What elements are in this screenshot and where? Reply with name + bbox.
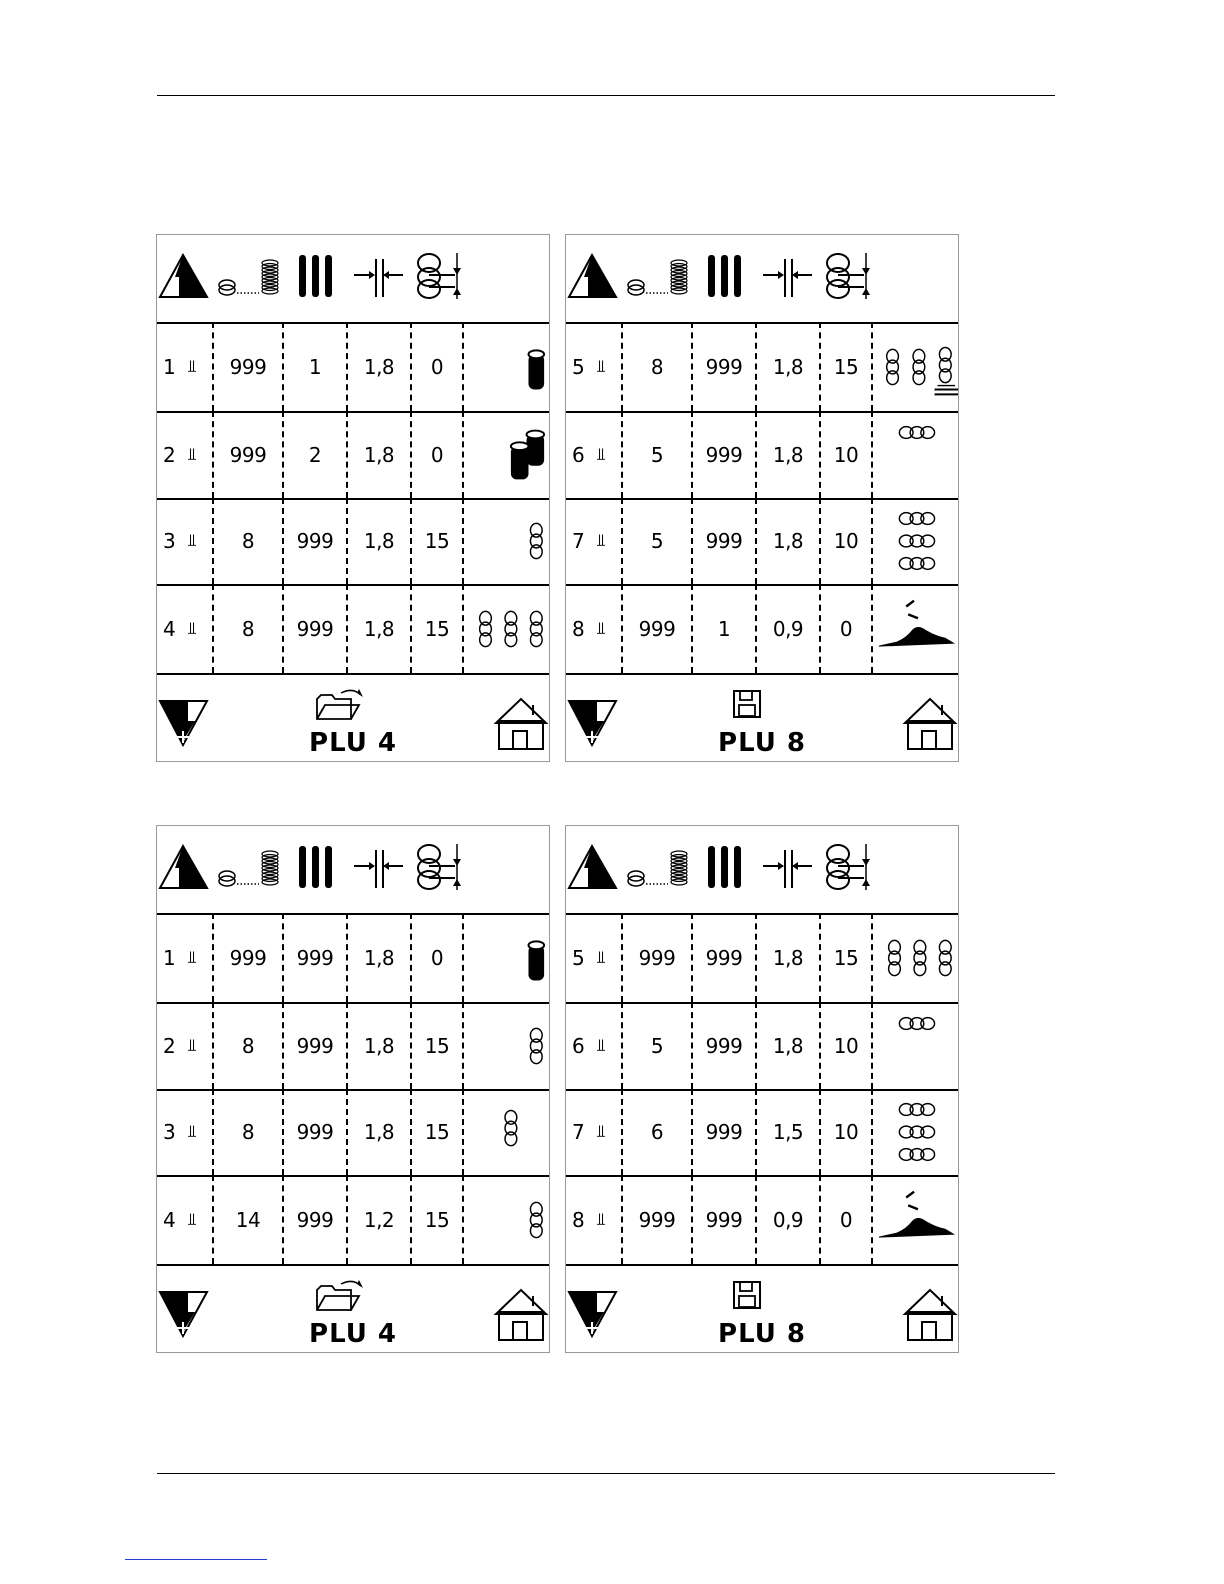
row-index-cell[interactable] <box>566 913 621 1002</box>
value-d-cell[interactable]: 0 <box>410 913 462 1002</box>
value-b-cell[interactable]: 2 <box>282 411 346 498</box>
type-icon-cell[interactable] <box>462 913 549 1002</box>
value-a-cell[interactable]: 5 <box>621 1002 691 1089</box>
loose-pile-icon <box>873 586 958 672</box>
type-icon-cell[interactable] <box>462 498 549 584</box>
plu-label: PLU 4 <box>309 1319 397 1349</box>
folder-icon[interactable] <box>311 1276 367 1314</box>
table-row[interactable] <box>157 411 549 500</box>
table-row[interactable] <box>566 584 958 675</box>
row-index: 1 <box>163 354 176 379</box>
coin-rows-3-icon <box>873 498 958 584</box>
type-icon-cell[interactable] <box>462 322 549 411</box>
table-row[interactable] <box>157 322 549 413</box>
value-d-cell[interactable]: 10 <box>819 411 871 498</box>
value-d-cell[interactable]: 15 <box>410 584 462 673</box>
type-icon-cell[interactable] <box>871 498 958 584</box>
row-anchor-icon: ⫫ <box>187 444 197 465</box>
value-c-cell[interactable]: 1,8 <box>755 498 819 584</box>
type-icon-cell[interactable] <box>871 1175 958 1264</box>
row-index: 5 <box>572 354 585 379</box>
value-a-cell[interactable]: 999 <box>212 411 282 498</box>
row-index-cell[interactable] <box>157 411 212 498</box>
row-index-cell[interactable] <box>566 1002 621 1089</box>
value-d-cell[interactable]: 15 <box>819 913 871 1002</box>
type-icon-cell[interactable] <box>871 1089 958 1175</box>
value-a-cell[interactable]: 8 <box>212 498 282 584</box>
row-anchor-icon: ⫫ <box>187 1209 197 1230</box>
value-b-cell[interactable]: 999 <box>282 1089 346 1175</box>
plu-panel <box>156 234 550 762</box>
row-index-cell[interactable] <box>157 1175 212 1264</box>
row-index-cell[interactable] <box>157 1089 212 1175</box>
home-icon[interactable] <box>491 693 551 753</box>
value-a-cell[interactable]: 999 <box>212 913 282 1002</box>
row-index: 8 <box>572 616 585 641</box>
value-c-cell[interactable]: 1,8 <box>346 584 410 673</box>
coin-stack-3-icon <box>464 1003 549 1089</box>
value-c-cell[interactable]: 0,9 <box>755 1175 819 1264</box>
row-index: 2 <box>163 442 176 467</box>
home-icon[interactable] <box>900 693 960 753</box>
row-index-cell[interactable] <box>157 584 212 673</box>
type-icon-cell[interactable] <box>462 1175 549 1264</box>
value-c-cell[interactable]: 1,8 <box>755 1002 819 1089</box>
value-d-cell[interactable]: 0 <box>410 322 462 411</box>
value-a-cell[interactable]: 8 <box>212 1089 282 1175</box>
value-a-cell[interactable]: 999 <box>621 913 691 1002</box>
row-anchor-icon: ⫫ <box>596 356 606 377</box>
value-a-cell[interactable]: 8 <box>621 322 691 411</box>
value-b-cell[interactable]: 999 <box>691 411 755 498</box>
coin-stacks-tray-icon <box>873 324 958 410</box>
value-a-cell[interactable]: 6 <box>621 1089 691 1175</box>
row-index: 5 <box>572 945 585 970</box>
value-d-cell[interactable]: 10 <box>819 1089 871 1175</box>
value-a-cell[interactable]: 5 <box>621 411 691 498</box>
table-row[interactable] <box>566 1089 958 1177</box>
row-anchor-icon: ⫫ <box>187 531 197 551</box>
value-b-cell[interactable]: 999 <box>282 498 346 584</box>
table-row[interactable] <box>566 913 958 1004</box>
footer-rule <box>157 1473 1055 1474</box>
single-roll-icon <box>464 915 549 1001</box>
coin-row-icon <box>873 412 958 498</box>
value-d-cell[interactable]: 0 <box>819 584 871 673</box>
coin-stacks-3x3-icon <box>873 915 958 1001</box>
value-b-cell[interactable]: 999 <box>282 1002 346 1089</box>
row-anchor-icon: ⫫ <box>187 618 197 639</box>
type-icon-cell[interactable] <box>871 322 958 411</box>
row-index: 2 <box>163 1033 176 1058</box>
panel-footer <box>157 1264 549 1352</box>
row-index-cell[interactable] <box>157 322 212 411</box>
table-row[interactable] <box>157 913 549 1004</box>
table-row[interactable] <box>157 498 549 586</box>
row-index: 3 <box>163 529 176 553</box>
value-c-cell[interactable]: 1,5 <box>755 1089 819 1175</box>
value-b-cell[interactable]: 999 <box>282 1175 346 1264</box>
table-row[interactable] <box>566 498 958 586</box>
coin-stack-3-left-icon <box>464 1089 549 1175</box>
table-row[interactable] <box>566 411 958 500</box>
value-b-cell[interactable]: 1 <box>282 322 346 411</box>
coin-rows-3-icon <box>873 1089 958 1175</box>
header-rule <box>157 95 1055 96</box>
table-row[interactable] <box>157 1002 549 1091</box>
row-index-cell[interactable] <box>566 411 621 498</box>
row-index: 6 <box>572 442 585 467</box>
value-a-cell[interactable]: 8 <box>212 584 282 673</box>
table-row[interactable] <box>157 1089 549 1177</box>
value-d-cell[interactable]: 10 <box>819 1002 871 1089</box>
table-row[interactable] <box>157 1175 549 1266</box>
value-d-cell[interactable]: 15 <box>410 1002 462 1089</box>
type-icon-cell[interactable] <box>462 1002 549 1089</box>
table-row[interactable] <box>566 1002 958 1091</box>
value-b-cell[interactable]: 999 <box>282 584 346 673</box>
row-index-cell[interactable] <box>566 584 621 673</box>
value-b-cell[interactable]: 999 <box>691 1089 755 1175</box>
folder-icon[interactable] <box>311 685 367 723</box>
value-b-cell[interactable]: 999 <box>691 1175 755 1264</box>
footnote-rule <box>125 1559 267 1560</box>
row-index: 7 <box>572 529 585 553</box>
row-anchor-icon: ⫫ <box>596 947 606 968</box>
value-d-cell[interactable]: 0 <box>410 411 462 498</box>
type-icon-cell[interactable] <box>871 913 958 1002</box>
value-d-cell[interactable]: 15 <box>410 498 462 584</box>
panel-header <box>566 826 958 915</box>
value-a-cell[interactable]: 8 <box>212 1002 282 1089</box>
row-index-cell[interactable] <box>566 1175 621 1264</box>
plu-panel <box>565 234 959 762</box>
value-c-cell[interactable]: 1,8 <box>755 322 819 411</box>
row-anchor-icon: ⫫ <box>596 444 606 465</box>
row-index-cell[interactable] <box>157 913 212 1002</box>
row-index-cell[interactable] <box>566 1089 621 1175</box>
row-anchor-icon: ⫫ <box>596 1035 606 1056</box>
value-c-cell[interactable]: 1,8 <box>755 913 819 1002</box>
row-index-cell[interactable] <box>566 498 621 584</box>
row-index: 4 <box>163 1207 176 1232</box>
table-row[interactable] <box>566 1175 958 1266</box>
value-b-cell[interactable]: 1 <box>691 584 755 673</box>
panel-footer <box>157 673 549 761</box>
home-icon[interactable] <box>900 1284 960 1344</box>
row-index: 6 <box>572 1033 585 1058</box>
row-anchor-icon: ⫫ <box>187 1035 197 1056</box>
double-roll-icon <box>464 412 549 498</box>
row-index: 7 <box>572 1120 585 1144</box>
value-a-cell[interactable]: 5 <box>621 498 691 584</box>
plu-label: PLU 4 <box>309 728 397 758</box>
value-a-cell[interactable]: 14 <box>212 1175 282 1264</box>
value-c-cell[interactable]: 1,8 <box>346 411 410 498</box>
panel-footer <box>566 673 958 761</box>
coin-row-icon <box>873 1003 958 1089</box>
column-header-icons <box>157 235 549 321</box>
value-b-cell[interactable]: 999 <box>691 1002 755 1089</box>
loose-pile-icon <box>873 1177 958 1263</box>
row-anchor-icon: ⫫ <box>187 356 197 377</box>
type-icon-cell[interactable] <box>871 1002 958 1089</box>
coin-stacks-3x3-icon <box>464 586 549 672</box>
plu-panel <box>156 825 550 1353</box>
value-c-cell[interactable]: 1,8 <box>346 1089 410 1175</box>
row-anchor-icon: ⫫ <box>596 1122 606 1142</box>
value-b-cell[interactable]: 999 <box>282 913 346 1002</box>
row-index: 1 <box>163 945 176 970</box>
row-index: 4 <box>163 616 176 641</box>
value-c-cell[interactable]: 0,9 <box>755 584 819 673</box>
type-icon-cell[interactable] <box>871 584 958 673</box>
value-d-cell[interactable]: 15 <box>410 1089 462 1175</box>
panel-footer <box>566 1264 958 1352</box>
row-anchor-icon: ⫫ <box>187 947 197 968</box>
value-d-cell[interactable]: 10 <box>819 498 871 584</box>
value-c-cell[interactable]: 1,2 <box>346 1175 410 1264</box>
single-roll-icon <box>464 324 549 410</box>
value-d-cell[interactable]: 0 <box>819 1175 871 1264</box>
row-anchor-icon: ⫫ <box>596 531 606 551</box>
row-anchor-icon: ⫫ <box>596 1209 606 1230</box>
row-index-cell[interactable] <box>157 1002 212 1089</box>
type-icon-cell[interactable] <box>462 584 549 673</box>
coin-stack-3-icon <box>464 498 549 584</box>
plu-panel <box>565 825 959 1353</box>
value-c-cell[interactable]: 1,8 <box>346 322 410 411</box>
column-header-icons <box>566 235 958 321</box>
value-a-cell[interactable]: 999 <box>621 584 691 673</box>
save-disk-icon[interactable] <box>730 687 766 721</box>
value-c-cell[interactable]: 1,8 <box>346 498 410 584</box>
row-anchor-icon: ⫫ <box>187 1122 197 1142</box>
plu-label: PLU 8 <box>718 728 806 758</box>
coin-stack-3-icon <box>464 1177 549 1263</box>
save-disk-icon[interactable] <box>730 1278 766 1312</box>
value-c-cell[interactable]: 1,8 <box>346 913 410 1002</box>
type-icon-cell[interactable] <box>462 1089 549 1175</box>
table-row[interactable] <box>566 322 958 413</box>
row-index: 3 <box>163 1120 176 1144</box>
home-icon[interactable] <box>491 1284 551 1344</box>
panel-header <box>157 826 549 915</box>
value-d-cell[interactable]: 15 <box>819 322 871 411</box>
value-a-cell[interactable]: 999 <box>212 322 282 411</box>
value-c-cell[interactable]: 1,8 <box>755 411 819 498</box>
column-header-icons <box>157 826 549 912</box>
row-index: 8 <box>572 1207 585 1232</box>
value-c-cell[interactable]: 1,8 <box>346 1002 410 1089</box>
value-a-cell[interactable]: 999 <box>621 1175 691 1264</box>
value-d-cell[interactable]: 15 <box>410 1175 462 1264</box>
value-b-cell[interactable]: 999 <box>691 913 755 1002</box>
row-anchor-icon: ⫫ <box>596 618 606 639</box>
column-header-icons <box>566 826 958 912</box>
row-index-cell[interactable] <box>566 322 621 411</box>
value-b-cell[interactable]: 999 <box>691 498 755 584</box>
panel-header <box>157 235 549 324</box>
table-row[interactable] <box>157 584 549 675</box>
panel-header <box>566 235 958 324</box>
type-icon-cell[interactable] <box>462 411 549 498</box>
type-icon-cell[interactable] <box>871 411 958 498</box>
plu-label: PLU 8 <box>718 1319 806 1349</box>
row-index-cell[interactable] <box>157 498 212 584</box>
value-b-cell[interactable]: 999 <box>691 322 755 411</box>
